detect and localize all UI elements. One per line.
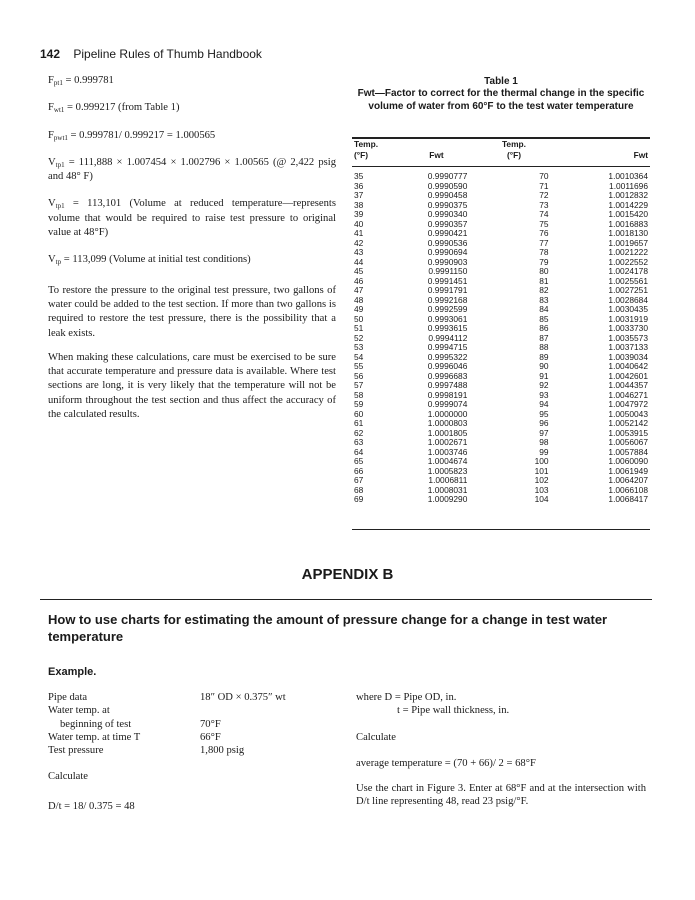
header-temp-1	[352, 139, 406, 150]
temp-cell: 51	[354, 323, 364, 333]
beginning-of-test-value: 70°F	[200, 718, 221, 730]
temp-cell: 73	[539, 199, 549, 210]
fwt-cell: 1.0061949	[608, 465, 648, 476]
table-row	[352, 210, 650, 220]
table-row	[352, 324, 650, 334]
fwt-cell: 1.0027251	[608, 285, 648, 295]
temp-cell: 98	[539, 437, 549, 447]
temp-cell: 85	[539, 313, 549, 324]
fwt-cell: 1.0006811	[428, 475, 468, 485]
temp-cell: 91	[539, 370, 549, 381]
temp-cell: 86	[539, 323, 549, 333]
temp-cell: 74	[539, 209, 549, 219]
table-header-row	[352, 139, 650, 150]
fwt-cell: 1.0009290	[427, 494, 468, 504]
table-row	[352, 438, 650, 448]
temp-cell: 88	[539, 342, 549, 352]
temp-cell: 68	[354, 484, 364, 495]
table-row	[352, 419, 650, 429]
eq-symbol: F	[48, 129, 54, 141]
fwt-cell: 0.9994715	[427, 342, 468, 352]
table-row	[352, 429, 650, 439]
temp-cell: 49	[354, 304, 364, 314]
left-column-text	[48, 74, 336, 432]
eq-body: = 0.999781/ 0.999217 = 1.000565	[67, 129, 216, 141]
fwt-cell: 0.9997488	[427, 380, 468, 390]
table-row	[352, 391, 650, 401]
fwt-cell: 0.9990694	[427, 247, 468, 257]
temp-cell: 95	[539, 408, 549, 419]
fwt-cell: 1.0057884	[608, 446, 648, 457]
temp-cell: 64	[354, 446, 364, 457]
where-d-line: where D = Pipe OD, in.	[356, 692, 457, 703]
table-row	[352, 362, 650, 372]
fwt-cell: 1.0002671	[427, 437, 468, 447]
fwt-cell: 1.0005823	[427, 465, 468, 476]
fwt-cell: 1.0033730	[608, 323, 648, 333]
table-row	[352, 277, 650, 287]
fwt-cell: 0.9998191	[427, 389, 468, 400]
header-temp-label: Temp.	[354, 139, 379, 149]
test-pressure-value: 1,800 psig	[200, 745, 245, 757]
equation-vtp	[48, 253, 336, 267]
fwt-cell: 0.9992168	[427, 294, 468, 305]
temp-cell: 81	[539, 275, 549, 286]
page-number: 142	[40, 47, 61, 61]
table-row	[352, 343, 650, 353]
fwt-cell: 0.9990903	[427, 256, 468, 267]
fwt-cell: 0.9990340	[427, 209, 468, 219]
eq-symbol: F	[48, 102, 54, 114]
test-pressure-label: Test pressure	[48, 745, 104, 757]
temp-cell: 56	[354, 370, 364, 381]
table-row	[352, 467, 650, 477]
temp-cell: 75	[539, 218, 549, 229]
running-header	[40, 47, 262, 61]
temp-cell: 58	[354, 389, 364, 400]
table-row	[352, 296, 650, 306]
fwt-cell: 1.0066108	[608, 484, 648, 495]
temp-cell: 67	[354, 475, 364, 485]
eq-subscript: tp1	[55, 202, 65, 211]
temp-cell: 59	[354, 399, 364, 409]
fwt-cell: 0.9990357	[427, 218, 468, 229]
temp-cell: 38	[354, 199, 364, 210]
fwt-cell: 1.0019657	[608, 237, 648, 248]
temp-cell: 44	[354, 256, 364, 267]
eq-body: = 111,888 × 1.007454 × 1.002796 × 1.00565 (@ 2,422 psig and 48° F)	[48, 156, 336, 183]
temp-cell: 55	[354, 361, 364, 371]
appendix-title: APPENDIX B	[301, 566, 394, 583]
temp-cell: 61	[354, 418, 364, 428]
average-temperature-formula: average temperature = (70 + 66)/ 2 = 68°F	[356, 757, 536, 769]
table-row	[352, 258, 650, 268]
fwt-cell: 1.0014229	[608, 199, 648, 210]
fwt-cell: 0.9999074	[427, 399, 468, 409]
section-title: How to use charts for estimating the amount of pressure change for a change in test water temperature	[48, 612, 608, 644]
fwt-cell: 1.0012832	[608, 190, 648, 200]
eq-body: = 0.999781	[62, 75, 114, 86]
temp-cell: 43	[354, 247, 364, 257]
fwt-cell: 1.0025561	[608, 275, 648, 286]
eq-body: = 0.999217 (from Table 1)	[64, 102, 180, 114]
temp-cell: 62	[354, 427, 364, 438]
temp-cell: 102	[534, 475, 549, 485]
temp-cell: 100	[534, 456, 549, 466]
temp-cell: 50	[354, 313, 364, 324]
beginning-of-test-label: beginning of test	[60, 718, 132, 730]
temp-cell: 71	[539, 180, 549, 191]
temp-cell: 42	[354, 237, 364, 248]
temp-cell: 72	[539, 190, 549, 200]
temp-cell: 66	[354, 465, 364, 476]
fwt-cell: 1.0044357	[608, 380, 648, 390]
temp-cell: 40	[354, 218, 364, 229]
fwt-cell: 1.0016883	[608, 218, 648, 229]
fwt-cell: 1.0037133	[608, 342, 648, 352]
fwt-cell: 1.0030435	[608, 304, 648, 314]
equation-fpwt1	[48, 129, 336, 143]
use-chart-paragraph: Use the chart in Figure 3. Enter at 68°F and at the intersection with D/t line representing 48, read 23 psig/°F.	[356, 783, 646, 808]
header-fwt-2: Fwt	[633, 149, 648, 160]
header-fwt-1: Fwt	[429, 149, 444, 160]
temp-cell: 52	[354, 332, 364, 343]
table-row	[352, 220, 650, 230]
fwt-cell: 1.0068417	[608, 494, 648, 504]
temp-cell: 76	[539, 228, 549, 238]
temp-cell: 45	[354, 266, 364, 276]
fwt-cell: 0.9991791	[427, 285, 468, 295]
eq-body: = 113,099 (Volume at initial test conditions)	[61, 254, 251, 266]
fwt-cell: 1.0008031	[427, 484, 468, 495]
fwt-cell: 0.9991150	[428, 266, 468, 276]
table-row	[352, 476, 650, 486]
temp-cell: 87	[539, 332, 549, 343]
temp-cell: 101	[534, 465, 549, 476]
dt-formula: D/t = 18/ 0.375 = 48	[48, 800, 135, 812]
eq-symbol: V	[48, 156, 56, 168]
fwt-cell: 1.0050043	[608, 408, 648, 419]
temp-cell: 82	[539, 285, 549, 295]
fwt-cell: 1.0022552	[608, 256, 648, 267]
fwt-cell: 1.0001805	[427, 427, 468, 438]
fwt-cell: 1.0003746	[427, 446, 468, 457]
temp-cell: 37	[354, 190, 364, 200]
eq-subscript: tp1	[55, 160, 65, 169]
table-row	[352, 457, 650, 467]
temp-cell: 54	[354, 351, 364, 362]
fwt-cell: 1.0018130	[608, 228, 648, 238]
paragraph-calculation-caution: When making these calculations, care must be exercised to be sure that accurate temperature and pressure data is available. Where test sections are long, it is very likely that the temperature will not be uniform throughout the test section and thus affect the accuracy of the calculated results.	[48, 351, 336, 421]
temp-cell: 80	[539, 266, 549, 276]
fwt-cell: 0.9991451	[427, 275, 468, 286]
fwt-cell: 0.9990458	[427, 190, 468, 200]
table-row	[352, 182, 650, 192]
eq-body: = 113,101 (Volume at reduced temperature—represents volume that would be required to raise test pressure to original value at 48°F)	[48, 198, 336, 239]
fwt-cell: 1.0015420	[608, 209, 648, 219]
eq-symbol: F	[48, 75, 54, 86]
temp-cell: 83	[539, 294, 549, 305]
equation-vtp1-result	[48, 197, 336, 240]
table-row	[352, 248, 650, 258]
temp-cell: 99	[539, 446, 549, 457]
header-unit-1: (°F)	[354, 149, 369, 160]
fwt-cell: 0.9990536	[427, 237, 468, 248]
temp-cell: 97	[539, 427, 549, 438]
fwt-cell: 0.9993615	[427, 323, 468, 333]
equation-fpt1	[48, 74, 336, 88]
where-t-line: t = Pipe wall thickness, in.	[397, 705, 510, 717]
time-t-label: Water temp. at time T	[48, 731, 141, 743]
fwt-cell: 1.0047972	[608, 399, 648, 409]
fwt-cell: 0.9990375	[427, 199, 468, 210]
fwt-cell: 0.9994112	[428, 332, 468, 343]
table-row	[352, 410, 650, 420]
fwt-cell: 1.0031919	[608, 313, 648, 324]
table-row	[352, 172, 650, 182]
temp-cell: 35	[354, 171, 364, 181]
fwt-cell: 0.9996046	[427, 361, 468, 371]
fwt-cell: 1.0056067	[608, 437, 648, 447]
fwt-cell: 1.0010364	[608, 171, 648, 181]
table-row	[352, 201, 650, 211]
fwt-cell: 1.0000000	[427, 408, 468, 419]
temp-cell: 89	[539, 351, 549, 362]
temp-cell: 104	[534, 494, 549, 504]
eq-symbol: V	[48, 254, 56, 266]
fwt-table	[352, 139, 650, 505]
section-rule	[40, 599, 652, 600]
table-row	[352, 229, 650, 239]
table-row	[352, 286, 650, 296]
header-unit-2: (°F)	[506, 149, 521, 160]
header-temp-2	[467, 139, 560, 150]
table-body	[352, 172, 650, 505]
temp-cell: 60	[354, 408, 364, 419]
pipe-data-value: 18″ OD × 0.375″ wt	[200, 692, 286, 703]
temp-cell: 79	[539, 256, 549, 267]
temp-cell: 57	[354, 380, 364, 390]
temp-cell: 93	[539, 389, 549, 400]
table-row	[352, 400, 650, 410]
fwt-cell: 1.0039034	[608, 351, 648, 362]
temp-cell: 65	[354, 456, 364, 466]
calculate-right: Calculate	[356, 731, 397, 743]
table-caption-text: Fwt—Factor to correct for the thermal change in the specific volume of water from 60°F to the test water temperature	[357, 88, 645, 112]
table-row	[352, 267, 650, 277]
fwt-cell: 1.0004674	[427, 456, 468, 466]
table-row	[352, 495, 650, 505]
eq-subscript: tp	[55, 258, 62, 267]
fwt-cell: 1.0060090	[608, 456, 648, 466]
fwt-cell: 0.9996683	[427, 370, 468, 381]
temp-cell: 90	[539, 361, 549, 371]
temp-cell: 39	[354, 209, 364, 219]
equation-vtp1-calc	[48, 156, 336, 185]
fwt-cell: 1.0024178	[608, 266, 648, 276]
temp-cell: 94	[539, 399, 549, 409]
fwt-cell: 0.9993061	[427, 313, 468, 324]
temp-cell: 84	[539, 304, 549, 314]
table-row	[352, 334, 650, 344]
temp-cell: 70	[539, 171, 549, 181]
table-row	[352, 448, 650, 458]
eq-subscript: pwt1	[53, 133, 68, 142]
fwt-cell: 0.9990777	[427, 171, 468, 181]
fwt-cell: 1.0064207	[608, 475, 648, 485]
temp-cell: 36	[354, 180, 364, 191]
table-row	[352, 381, 650, 391]
temp-cell: 78	[539, 247, 549, 257]
temp-cell: 77	[539, 237, 549, 248]
paragraph-restore-pressure: To restore the pressure to the original test pressure, two gallons of water could be added to the test section. If more than two gallons is required to restore the test pressure, there is the possibility that a leak exists.	[48, 284, 336, 339]
example-heading: Example.	[48, 666, 97, 678]
fwt-cell: 1.0021222	[608, 247, 648, 257]
temp-cell: 69	[354, 494, 364, 504]
fwt-cell: 1.0028684	[608, 294, 648, 305]
fwt-cell: 1.0046271	[608, 389, 648, 400]
table-row	[352, 191, 650, 201]
temp-cell: 96	[539, 418, 549, 428]
temp-cell: 46	[354, 275, 364, 286]
table-row	[352, 315, 650, 325]
table-row	[352, 372, 650, 382]
right-column-example	[356, 691, 646, 809]
fwt-cell: 1.0042601	[608, 370, 648, 381]
eq-subscript: wt1	[53, 106, 65, 115]
fwt-cell: 0.9995322	[427, 351, 468, 362]
fwt-cell: 0.9990421	[427, 228, 468, 238]
table-header-row-units	[352, 150, 650, 161]
fwt-cell: 1.0011696	[609, 180, 648, 191]
temp-cell: 41	[354, 228, 364, 238]
fwt-cell: 1.0035573	[608, 332, 648, 343]
fwt-cell: 1.0052142	[608, 418, 648, 428]
equation-fwt1	[48, 101, 336, 115]
temp-cell: 103	[534, 484, 549, 495]
fwt-cell: 1.0000803	[427, 418, 468, 428]
pipe-data-label: Pipe data	[48, 692, 88, 703]
fwt-cell: 0.9992599	[427, 304, 468, 314]
calculate-left: Calculate	[48, 771, 89, 783]
eq-symbol: V	[48, 198, 56, 210]
header-temp-label: Temp.	[501, 139, 526, 149]
temp-cell: 48	[354, 294, 364, 305]
table-caption	[352, 76, 650, 113]
table-label: Table 1	[484, 76, 518, 87]
table-row	[352, 486, 650, 496]
book-title: Pipeline Rules of Thumb Handbook	[73, 47, 262, 61]
temp-cell: 63	[354, 437, 364, 447]
fwt-cell: 0.9990590	[427, 180, 468, 191]
temp-cell: 47	[354, 285, 364, 295]
temp-cell: 92	[539, 380, 549, 390]
table-row	[352, 353, 650, 363]
table-bottom-rule	[352, 529, 650, 530]
time-t-value: 66°F	[200, 731, 221, 743]
water-temp-label: Water temp. at	[48, 705, 110, 717]
table-row	[352, 305, 650, 315]
temp-cell: 53	[354, 342, 364, 352]
fwt-cell: 1.0040642	[608, 361, 648, 371]
eq-subscript: pt1	[53, 79, 63, 87]
table-row	[352, 239, 650, 249]
fwt-cell: 1.0053915	[608, 427, 648, 438]
